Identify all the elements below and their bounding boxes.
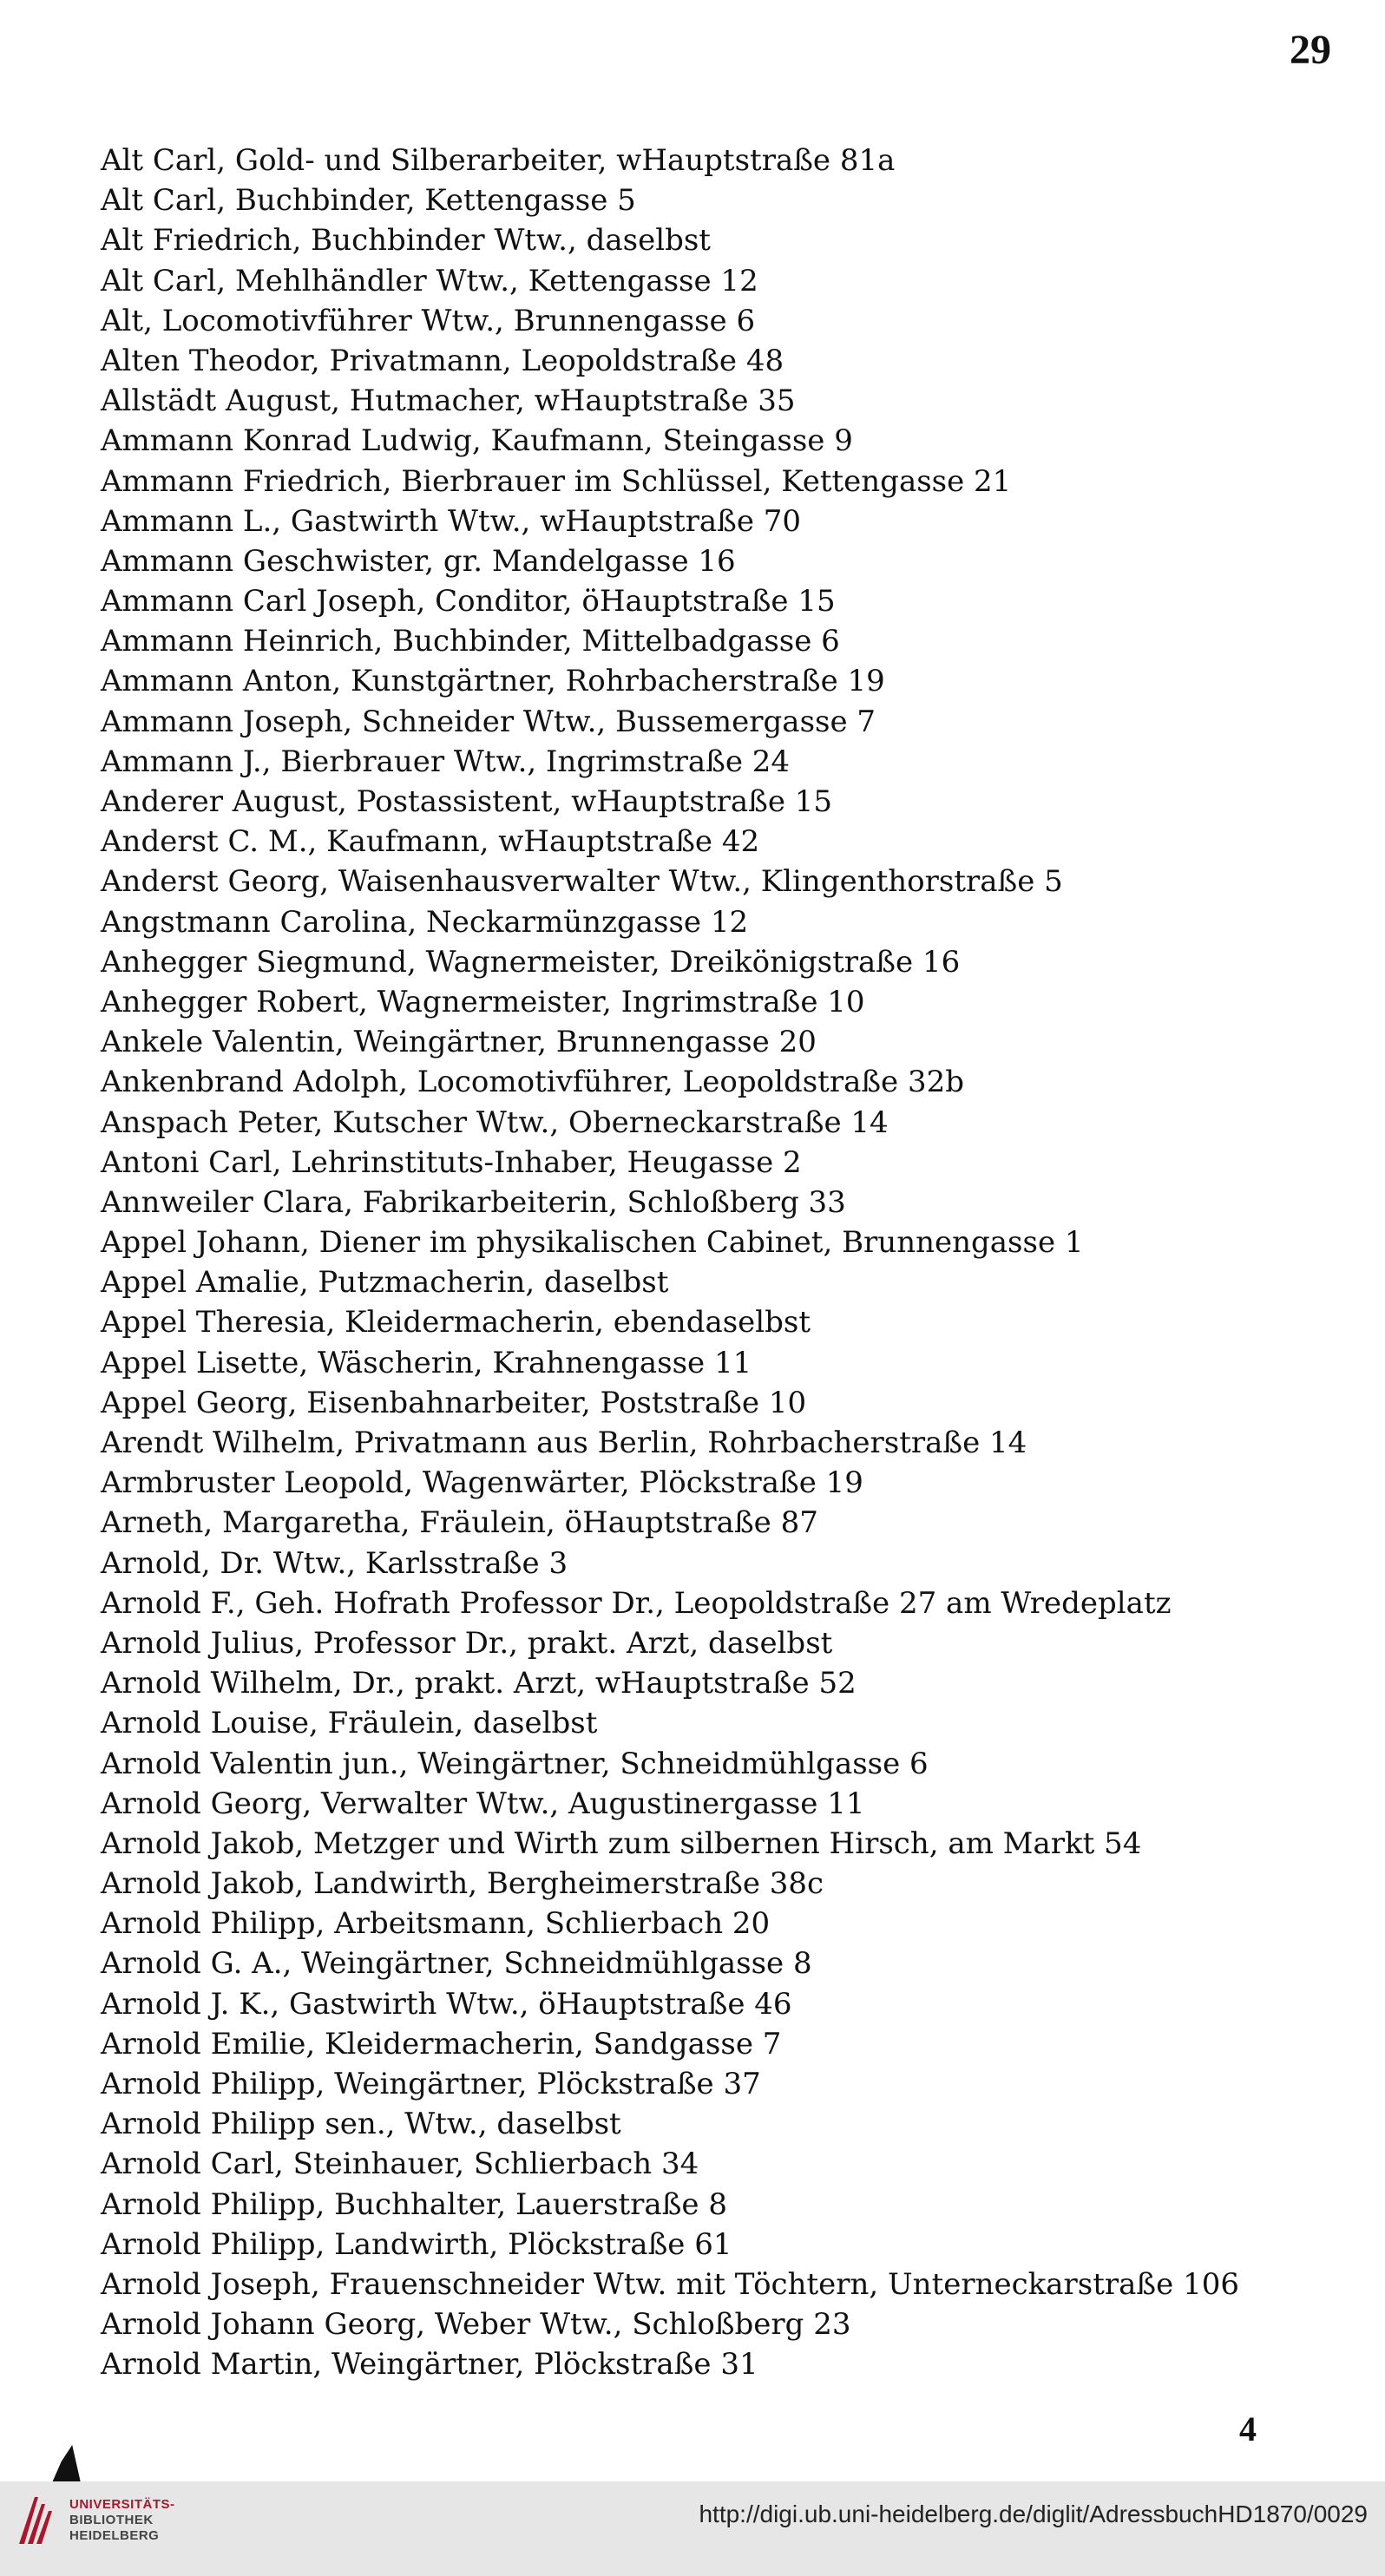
directory-entry: Anhegger Siegmund, Wagnermeister, Dreikönigstraße 16 <box>101 944 961 980</box>
directory-entry: Arnold Emilie, Kleidermacherin, Sandgasse 7 <box>101 2026 782 2061</box>
logo-line-2: BIBLIOTHEK <box>69 2513 154 2527</box>
directory-entry: Arnold Philipp, Buchhalter, Lauerstraße 8 <box>101 2186 727 2222</box>
directory-entry: Arnold Philipp, Weingärtner, Plöckstraße 37 <box>101 2067 761 2101</box>
directory-entry: Alt Carl, Mehlhändler Wtw., Kettengasse 12 <box>101 263 758 298</box>
directory-entry: Ammann L., Gastwirth Wtw., wHauptstraße 70 <box>101 503 802 539</box>
directory-entry: Appel Amalie, Putzmacherin, daselbst <box>101 1265 669 1301</box>
directory-entry: Arnold Martin, Weingärtner, Plöckstraße 31 <box>101 2347 758 2383</box>
directory-entry: Arneth, Margaretha, Fräulein, öHauptstraße 87 <box>101 1505 818 1541</box>
directory-entry: Appel Lisette, Wäscherin, Krahnengasse 11 <box>101 1345 752 1380</box>
directory-entry: Alt Carl, Gold- und Silberarbeiter, wHauptstraße 81a <box>101 143 896 178</box>
library-logo-icon <box>16 2492 57 2549</box>
ink-mark <box>50 2445 82 2487</box>
directory-entry: Arnold Jakob, Metzger und Wirth zum silbernen Hirsch, am Markt 54 <box>101 1825 1142 1861</box>
directory-entry: Arnold Joseph, Frauenschneider Wtw. mit Töchtern, Unterneckarstraße 106 <box>101 2266 1239 2302</box>
directory-entry: Arnold Carl, Steinhauer, Schlierbach 34 <box>101 2147 699 2182</box>
directory-entry: Arnold F., Geh. Hofrath Professor Dr., Leopoldstraße 27 am Wredeplatz <box>101 1585 1172 1621</box>
source-url-link[interactable]: http://digi.ub.uni-heidelberg.de/diglit/AdressbuchHD1870/0029 <box>699 2501 1368 2527</box>
logo-line-1: UNIVERSITÄTS- <box>69 2497 175 2512</box>
library-logo-text <box>69 2497 175 2544</box>
directory-entry: Appel Georg, Eisenbahnarbeiter, Poststraße 10 <box>101 1385 807 1420</box>
directory-entry: Ammann Joseph, Schneider Wtw., Bussemergasse 7 <box>101 704 876 739</box>
directory-entry: Angstmann Carolina, Neckarmünzgasse 12 <box>101 904 749 940</box>
directory-entry: Arendt Wilhelm, Privatmann aus Berlin, Rohrbacherstraße 14 <box>101 1426 1027 1460</box>
directory-entry: Alt Friedrich, Buchbinder Wtw., daselbst <box>101 223 711 259</box>
directory-entry: Alten Theodor, Privatmann, Leopoldstraße 48 <box>101 343 784 378</box>
directory-entry: Anhegger Robert, Wagnermeister, Ingrimstraße 10 <box>101 984 865 1019</box>
directory-entry: Ankele Valentin, Weingärtner, Brunnengasse 20 <box>101 1025 817 1060</box>
directory-entry: Anspach Peter, Kutscher Wtw., Oberneckarstraße 14 <box>101 1104 889 1140</box>
directory-entry: Anderer August, Postassistent, wHauptstraße 15 <box>101 784 833 819</box>
directory-entry: Alt Carl, Buchbinder, Kettengasse 5 <box>101 183 636 219</box>
directory-entry: Arnold Louise, Fräulein, daselbst <box>101 1706 598 1741</box>
directory-entry: Ammann Friedrich, Bierbrauer im Schlüssel, Kettengasse 21 <box>101 463 1012 499</box>
signature-mark: 4 <box>1239 2409 1257 2448</box>
directory-entry: Annweiler Clara, Fabrikarbeiterin, Schloßberg 33 <box>101 1184 846 1220</box>
directory-entry: Appel Theresia, Kleidermacherin, ebendaselbst <box>101 1305 811 1340</box>
directory-entry: Arnold, Dr. Wtw., Karlsstraße 3 <box>101 1545 568 1581</box>
directory-entry: Ammann Heinrich, Buchbinder, Mittelbadgasse 6 <box>101 624 840 659</box>
directory-entry: Arnold Valentin jun., Weingärtner, Schneidmühlgasse 6 <box>101 1746 929 1781</box>
directory-entry: Arnold Philipp, Arbeitsmann, Schlierbach 20 <box>101 1906 771 1942</box>
page-number: 29 <box>1290 27 1331 73</box>
directory-entry: Armbruster Leopold, Wagenwärter, Plöckstraße 19 <box>101 1465 863 1501</box>
directory-entry: Ammann Konrad Ludwig, Kaufmann, Steingasse 9 <box>101 423 853 459</box>
directory-entry: Arnold Philipp sen., Wtw., daselbst <box>101 2107 621 2142</box>
directory-entry: Arnold Johann Georg, Weber Wtw., Schloßberg 23 <box>101 2307 851 2343</box>
directory-entry: Arnold J. K., Gastwirth Wtw., öHauptstraße 46 <box>101 1986 792 2022</box>
directory-entry: Ammann Carl Joseph, Conditor, öHauptstraße 15 <box>101 584 836 619</box>
directory-entry: Arnold Wilhelm, Dr., prakt. Arzt, wHauptstraße 52 <box>101 1666 857 1701</box>
logo-line-3: HEIDELBERG <box>69 2528 160 2543</box>
footer-bar <box>0 2481 1385 2576</box>
directory-entries <box>101 141 1350 2385</box>
directory-entry: Allstädt August, Hutmacher, wHauptstraße 35 <box>101 383 796 419</box>
directory-entry: Arnold Georg, Verwalter Wtw., Augustinergasse 11 <box>101 1786 865 1821</box>
directory-entry: Appel Johann, Diener im physikalischen Cabinet, Brunnengasse 1 <box>101 1225 1084 1261</box>
directory-entry: Arnold Julius, Professor Dr., prakt. Arzt, daselbst <box>101 1625 833 1661</box>
directory-entry: Ankenbrand Adolph, Locomotivführer, Leopoldstraße 32b <box>101 1065 965 1100</box>
directory-entry: Anderst C. M., Kaufmann, wHauptstraße 42 <box>101 824 760 860</box>
directory-entry: Ammann J., Bierbrauer Wtw., Ingrimstraße 24 <box>101 744 791 779</box>
directory-entry: Arnold Philipp, Landwirth, Plöckstraße 61 <box>101 2226 732 2262</box>
directory-entry: Arnold Jakob, Landwirth, Bergheimerstraße 38c <box>101 1866 824 1902</box>
directory-entry: Anderst Georg, Waisenhausverwalter Wtw., Klingenthorstraße 5 <box>101 864 1063 900</box>
directory-entry: Ammann Anton, Kunstgärtner, Rohrbacherstraße 19 <box>101 664 885 699</box>
directory-entry: Alt, Locomotivführer Wtw., Brunnengasse 6 <box>101 303 756 338</box>
library-logo[interactable] <box>16 2492 175 2549</box>
directory-entry: Arnold G. A., Weingärtner, Schneidmühlgasse 8 <box>101 1946 812 1982</box>
directory-entry: Antoni Carl, Lehrinstituts-Inhaber, Heugasse 2 <box>101 1144 802 1180</box>
directory-entry: Ammann Geschwister, gr. Mandelgasse 16 <box>101 543 736 579</box>
